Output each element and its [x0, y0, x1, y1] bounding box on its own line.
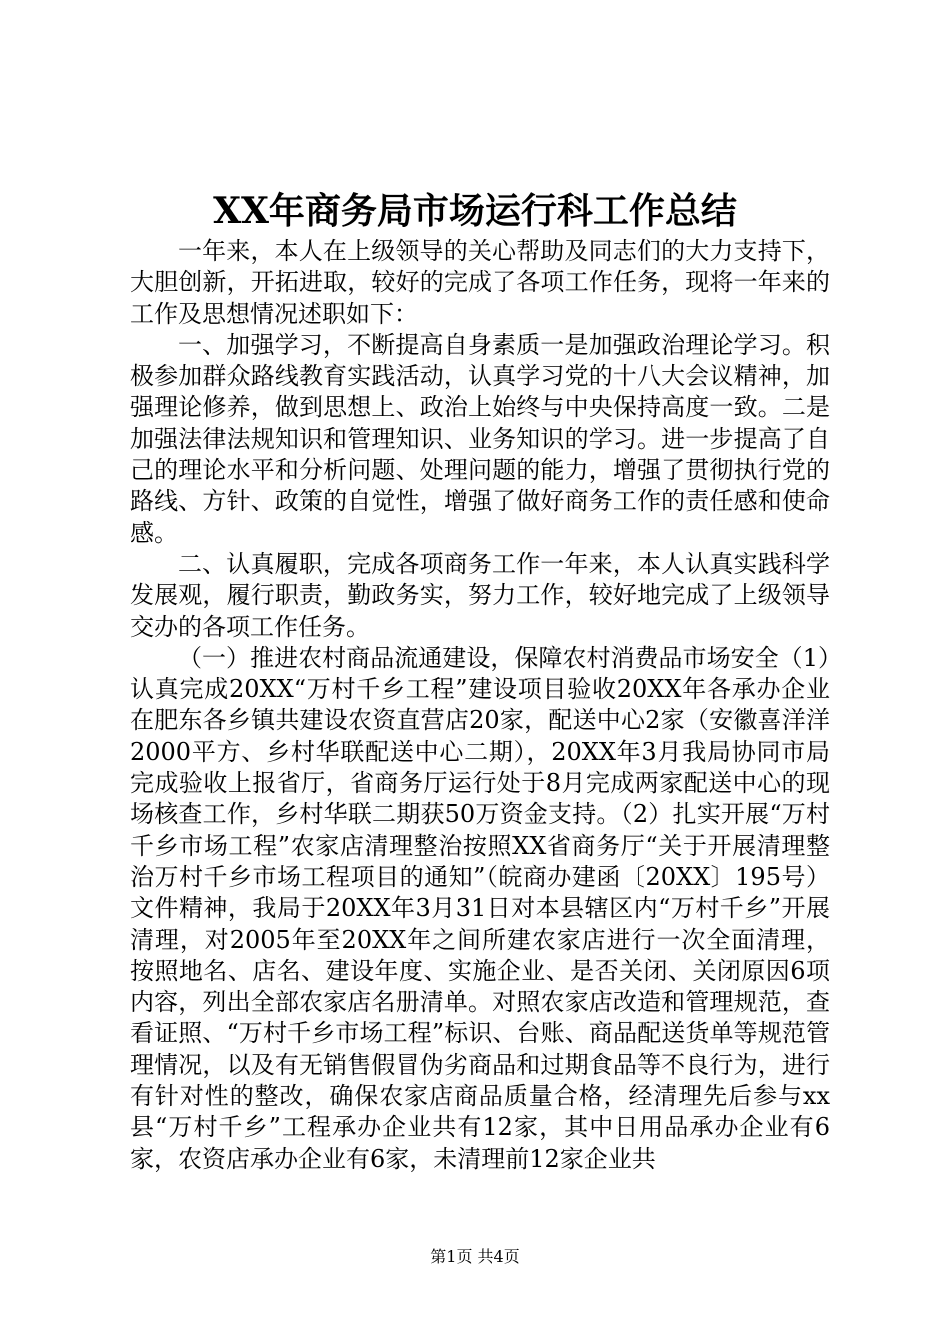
paragraph-intro: 一年来，本人在上级领导的关心帮助及同志们的大力支持下，大胆创新，开拓进取，较好的完成了各项工作任务，现将一年来的工作及思想情况述职如下：: [130, 237, 830, 328]
paragraph-duty: 二、认真履职，完成各项商务工作一年来，本人认真实践科学发展观，履行职责，勤政务实，努力工作，较好地完成了上级领导交办的各项工作任务。: [130, 549, 830, 641]
document-body: [130, 236, 830, 1175]
document-title: XX年商务局市场运行科工作总结: [213, 190, 737, 232]
paragraph-rural-circulation: （一）推进农村商品流通建设，保障农村消费品市场安全（1）认真完成20XX“万村千乡工程”建设项目验收20XX年各承办企业在肥东各乡镇共建设农资直营店20家，配送中心2家（安徽喜洋洋2000平方、乡村华联配送中心二期），20XX年3月我局协同市局完成验收上报省厅，省商务厅运行处于8月完成两家配送中心的现场核查工作，乡村华联二期获50万资金支持。（2）扎实开展“万村千乡市场工程”农家店清理整治按照XX省商务厅“关于开展清理整治万村千乡市场工程项目的通知”（皖商办建函〔20XX〕195号）文件精神，我局于20XX年3月31日对本县辖区内“万村千乡”开展清理，对2005年至20XX年之间所建农家店进行一次全面清理，按照地名、店名、建设年度、实施企业、是否关闭、关闭原因6项内容，列出全部农家店名册清单。对照农家店改造和管理规范，查看证照、“万村千乡市场工程”标识、台账、商品配送货单等规范管理情况，以及有无销售假冒伪劣商品和过期食品等不良行为，进行有针对性的整改，确保农家店商品质量合格，经清理先后参与xx县“万村千乡”工程承办企业共有12家，其中日用品承办企业有6家，农资店承办企业有6家，未清理前12家企业共: [130, 643, 830, 1173]
paragraph-study: 一、加强学习，不断提高自身素质一是加强政治理论学习。积极参加群众路线教育实践活动，认真学习党的十八大会议精神，加强理论修养，做到思想上、政治上始终与中央保持高度一致。二是加强法律法规知识和管理知识、业务知识的学习。进一步提高了自己的理论水平和分析问题、处理问题的能力，增强了贯彻执行党的路线、方针、政策的自觉性，增强了做好商务工作的责任感和使命感。: [130, 330, 830, 547]
page-number: 第1页 共4页: [430, 1247, 520, 1266]
